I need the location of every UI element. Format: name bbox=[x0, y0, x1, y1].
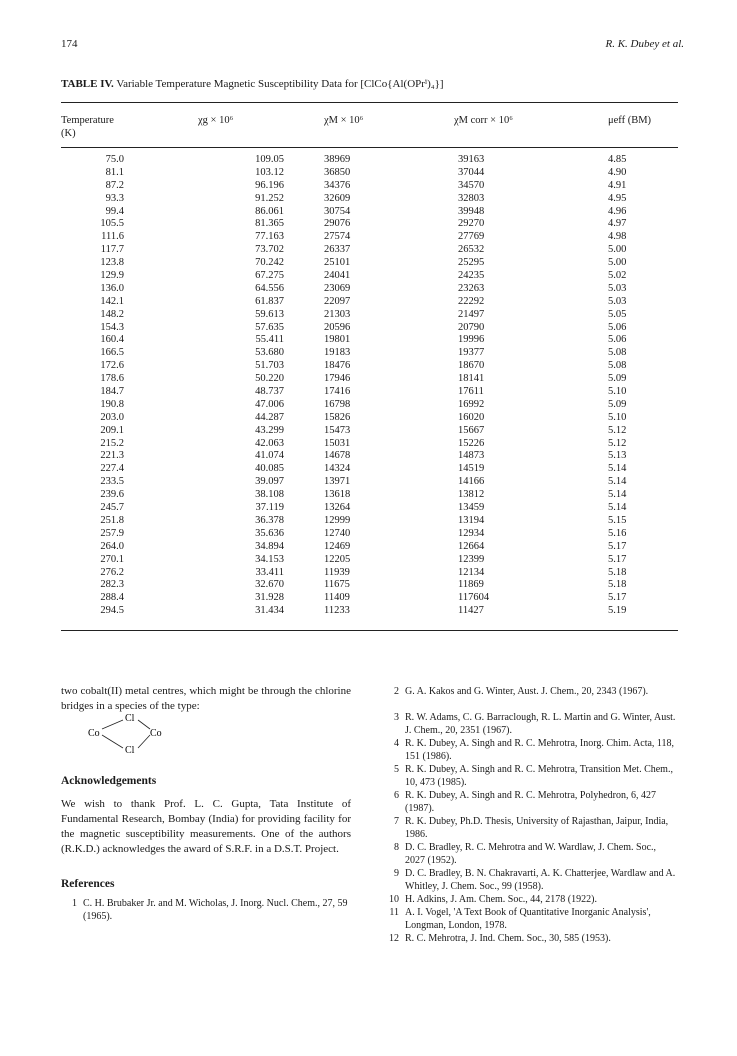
intro-paragraph: two cobalt(II) metal centres, which might be through the chlorine bridges in a species of the type: bbox=[61, 685, 351, 712]
cell-chi-m: 34376 bbox=[324, 179, 351, 191]
reference-number: 9 bbox=[394, 868, 399, 879]
table-body bbox=[61, 154, 678, 618]
cell-chi-m-corr: 19996 bbox=[458, 334, 485, 346]
table-row bbox=[61, 528, 678, 541]
reference-number: 12 bbox=[389, 933, 399, 944]
cell-chi-g: 57.635 bbox=[255, 321, 284, 333]
cell-chi-m-corr: 11427 bbox=[458, 605, 484, 617]
table-row bbox=[61, 386, 678, 399]
cell-chi-m: 13264 bbox=[324, 502, 351, 514]
cell-temperature: 105.5 bbox=[100, 218, 124, 230]
cell-chi-m-corr: 29270 bbox=[458, 218, 485, 230]
cell-chi-m-corr: 13812 bbox=[458, 489, 485, 501]
reference-text: R. K. Dubey, A. Singh and R. C. Mehrotra, Transition Met. Chem., 10, 473 (1985). bbox=[405, 764, 673, 788]
cell-chi-g: 42.063 bbox=[255, 437, 284, 449]
reference-item bbox=[61, 897, 355, 923]
cell-chi-g: 73.702 bbox=[255, 244, 284, 256]
cell-chi-g: 64.556 bbox=[255, 282, 284, 294]
col-header-chi-g: χg × 10⁶ bbox=[198, 115, 234, 126]
cell-mu-eff: 5.08 bbox=[608, 360, 627, 372]
cell-temperature: 172.6 bbox=[100, 360, 124, 372]
cell-chi-g: 86.061 bbox=[255, 205, 284, 217]
cell-temperature: 276.2 bbox=[100, 566, 124, 578]
cell-temperature: 190.8 bbox=[100, 398, 124, 410]
cell-chi-m: 15031 bbox=[324, 437, 351, 449]
reference-text: C. H. Brubaker Jr. and M. Wicholas, J. Inorg. Nucl. Chem., 27, 59 (1965). bbox=[83, 898, 348, 922]
table-row bbox=[61, 541, 678, 554]
cell-chi-m: 14324 bbox=[324, 463, 351, 475]
cell-chi-g: 31.928 bbox=[255, 592, 284, 604]
acknowledgements-heading: Acknowledgements bbox=[61, 775, 157, 787]
cell-chi-g: 47.006 bbox=[255, 398, 284, 410]
col-header-chi-m-corr: χM corr × 10⁶ bbox=[454, 115, 513, 126]
cell-mu-eff: 5.14 bbox=[608, 489, 627, 501]
cell-mu-eff: 4.85 bbox=[608, 154, 627, 165]
cell-temperature: 203.0 bbox=[100, 411, 124, 423]
page-number: 174 bbox=[61, 38, 78, 50]
cell-temperature: 288.4 bbox=[100, 592, 124, 604]
cell-mu-eff: 4.90 bbox=[608, 166, 627, 178]
reference-text: R. K. Dubey, A. Singh and R. C. Mehrotra, Polyhedron, 6, 427 (1987). bbox=[405, 790, 657, 814]
cell-mu-eff: 5.13 bbox=[608, 450, 627, 462]
reference-item bbox=[383, 867, 677, 893]
reference-number: 3 bbox=[394, 712, 399, 723]
cell-chi-g: 31.434 bbox=[255, 605, 284, 617]
cell-chi-m-corr: 27769 bbox=[458, 231, 485, 243]
reference-item bbox=[383, 789, 677, 815]
table-row bbox=[61, 579, 678, 592]
cell-chi-m-corr: 16020 bbox=[458, 411, 485, 423]
cell-mu-eff: 4.91 bbox=[608, 179, 627, 191]
cell-chi-m-corr: 15667 bbox=[458, 424, 485, 436]
cell-chi-g: 77.163 bbox=[255, 231, 284, 243]
table-row bbox=[61, 193, 678, 206]
reference-number: 6 bbox=[394, 790, 399, 801]
cell-temperature: 154.3 bbox=[100, 321, 124, 333]
table-row bbox=[61, 360, 678, 373]
cell-chi-m-corr: 20790 bbox=[458, 321, 485, 333]
cl-top-label: Cl bbox=[125, 713, 135, 724]
reference-text: G. A. Kakos and G. Winter, Aust. J. Chem., 20, 2343 (1967). bbox=[405, 686, 649, 697]
cell-chi-g: 37.119 bbox=[255, 502, 284, 514]
reference-text: H. Adkins, J. Am. Chem. Soc., 44, 2178 (1922). bbox=[405, 894, 597, 905]
reference-item bbox=[383, 711, 677, 737]
cell-temperature: 87.2 bbox=[105, 179, 124, 191]
cell-chi-m: 11409 bbox=[324, 592, 350, 604]
cell-mu-eff: 5.18 bbox=[608, 566, 627, 578]
cell-chi-m: 30754 bbox=[324, 205, 351, 217]
reference-number: 1 bbox=[72, 898, 77, 909]
cell-chi-g: 33.411 bbox=[255, 566, 284, 578]
cell-chi-g: 51.703 bbox=[255, 360, 284, 372]
cell-chi-m: 22097 bbox=[324, 295, 351, 307]
reference-number: 11 bbox=[389, 907, 399, 918]
cell-chi-m-corr: 13194 bbox=[458, 514, 485, 526]
cell-chi-m-corr: 12664 bbox=[458, 540, 485, 552]
table-row bbox=[61, 322, 678, 335]
table-row bbox=[61, 334, 678, 347]
cell-mu-eff: 5.15 bbox=[608, 514, 627, 526]
table-row bbox=[61, 296, 678, 309]
cell-chi-m-corr: 14873 bbox=[458, 450, 485, 462]
cell-mu-eff: 5.12 bbox=[608, 437, 627, 449]
cell-chi-m: 38969 bbox=[324, 154, 351, 165]
cell-chi-g: 32.670 bbox=[255, 579, 284, 591]
table-row bbox=[61, 347, 678, 360]
cell-chi-m: 21303 bbox=[324, 308, 351, 320]
cell-mu-eff: 5.06 bbox=[608, 334, 627, 346]
cell-chi-g: 34.894 bbox=[255, 540, 284, 552]
cell-chi-g: 35.636 bbox=[255, 527, 284, 539]
cell-mu-eff: 5.09 bbox=[608, 398, 627, 410]
cell-chi-m-corr: 15226 bbox=[458, 437, 485, 449]
table-row bbox=[61, 309, 678, 322]
cell-mu-eff: 5.17 bbox=[608, 592, 627, 604]
cell-mu-eff: 5.14 bbox=[608, 502, 627, 514]
cell-mu-eff: 5.10 bbox=[608, 411, 627, 423]
cell-chi-m: 18476 bbox=[324, 360, 351, 372]
reference-text: R. C. Mehrotra, J. Ind. Chem. Soc., 30, 585 (1953). bbox=[405, 933, 611, 944]
cell-chi-m: 17416 bbox=[324, 386, 351, 398]
cell-temperature: 227.4 bbox=[100, 463, 124, 475]
cell-chi-m: 32609 bbox=[324, 192, 351, 204]
cell-mu-eff: 5.17 bbox=[608, 553, 627, 565]
cell-chi-m: 14678 bbox=[324, 450, 351, 462]
cell-chi-m: 24041 bbox=[324, 270, 351, 282]
cell-chi-m-corr: 32803 bbox=[458, 192, 485, 204]
cell-temperature: 111.6 bbox=[101, 231, 124, 243]
cell-mu-eff: 5.03 bbox=[608, 282, 627, 294]
table-row bbox=[61, 412, 678, 425]
table-row bbox=[61, 567, 678, 580]
cell-chi-g: 50.220 bbox=[255, 373, 284, 385]
cell-chi-m: 16798 bbox=[324, 398, 351, 410]
cell-chi-m: 12740 bbox=[324, 527, 351, 539]
chlorine-bridge-structure bbox=[88, 712, 178, 767]
running-head: R. K. Dubey et al. bbox=[605, 38, 684, 50]
table-row bbox=[61, 399, 678, 412]
cell-mu-eff: 5.00 bbox=[608, 244, 627, 256]
cell-chi-m-corr: 11869 bbox=[458, 579, 484, 591]
reference-item bbox=[383, 763, 677, 789]
reference-number: 8 bbox=[394, 842, 399, 853]
table-row bbox=[61, 450, 678, 463]
cell-chi-m-corr: 18141 bbox=[458, 373, 485, 385]
table-row bbox=[61, 554, 678, 567]
table-row bbox=[61, 231, 678, 244]
cell-temperature: 294.5 bbox=[100, 605, 124, 617]
cell-chi-m: 23069 bbox=[324, 282, 351, 294]
cell-chi-g: 43.299 bbox=[255, 424, 284, 436]
cell-chi-g: 103.12 bbox=[255, 166, 284, 178]
cell-chi-m-corr: 26532 bbox=[458, 244, 485, 256]
bond-line bbox=[138, 735, 150, 748]
reference-text: D. C. Bradley, R. C. Mehrotra and W. Wardlaw, J. Chem. Soc., 2027 (1952). bbox=[405, 842, 657, 866]
reference-text: A. I. Vogel, 'A Text Book of Quantitative Inorganic Analysis', Longman, London, 1978. bbox=[405, 907, 651, 931]
cell-chi-m-corr: 24235 bbox=[458, 270, 485, 282]
table-row bbox=[61, 218, 678, 231]
cell-chi-m-corr: 23263 bbox=[458, 282, 485, 294]
cell-chi-m: 12205 bbox=[324, 553, 351, 565]
cell-chi-g: 96.196 bbox=[255, 179, 284, 191]
reference-item bbox=[383, 841, 677, 867]
cell-chi-m: 11233 bbox=[324, 605, 350, 617]
cell-mu-eff: 4.96 bbox=[608, 205, 627, 217]
cell-chi-g: 53.680 bbox=[255, 347, 284, 359]
co-left-label: Co bbox=[88, 728, 100, 739]
cell-temperature: 282.3 bbox=[100, 579, 124, 591]
cell-temperature: 270.1 bbox=[100, 553, 124, 565]
cell-temperature: 75.0 bbox=[105, 154, 124, 165]
cell-chi-g: 41.074 bbox=[255, 450, 284, 462]
cell-temperature: 123.8 bbox=[100, 257, 124, 269]
cell-chi-m-corr: 21497 bbox=[458, 308, 485, 320]
cell-chi-m-corr: 37044 bbox=[458, 166, 485, 178]
cell-temperature: 239.6 bbox=[100, 489, 124, 501]
table-row bbox=[61, 373, 678, 386]
table-row bbox=[61, 167, 678, 180]
reference-item bbox=[383, 906, 677, 932]
cell-mu-eff: 5.05 bbox=[608, 308, 627, 320]
cell-mu-eff: 5.00 bbox=[608, 257, 627, 269]
cell-chi-m-corr: 14166 bbox=[458, 476, 485, 488]
cell-chi-g: 40.085 bbox=[255, 463, 284, 475]
cell-temperature: 136.0 bbox=[100, 282, 124, 294]
cell-chi-m-corr: 12399 bbox=[458, 553, 485, 565]
cell-chi-g: 39.097 bbox=[255, 476, 284, 488]
cell-chi-m: 19183 bbox=[324, 347, 351, 359]
cell-chi-m-corr: 19377 bbox=[458, 347, 485, 359]
cell-chi-m-corr: 17611 bbox=[458, 386, 484, 398]
cell-temperature: 215.2 bbox=[100, 437, 124, 449]
table-row bbox=[61, 476, 678, 489]
cell-chi-m-corr: 39948 bbox=[458, 205, 485, 217]
bond-line bbox=[102, 720, 123, 729]
table-row bbox=[61, 592, 678, 605]
cell-chi-m: 17946 bbox=[324, 373, 351, 385]
cell-chi-m-corr: 39163 bbox=[458, 154, 485, 165]
cell-chi-m: 26337 bbox=[324, 244, 351, 256]
cell-temperature: 209.1 bbox=[100, 424, 124, 436]
cell-temperature: 184.7 bbox=[100, 386, 124, 398]
reference-text: D. C. Bradley, B. N. Chakravarti, A. K. Chatterjee, Wardlaw and A. Whitley, J. Chem. Soc., 99 (1958). bbox=[405, 868, 676, 892]
cell-chi-g: 61.837 bbox=[255, 295, 284, 307]
cell-chi-m: 13618 bbox=[324, 489, 351, 501]
col-header-chi-m: χM × 10⁶ bbox=[324, 115, 364, 126]
cell-mu-eff: 5.02 bbox=[608, 270, 627, 282]
cell-chi-m-corr: 18670 bbox=[458, 360, 485, 372]
cell-temperature: 257.9 bbox=[100, 527, 124, 539]
cl-bottom-label: Cl bbox=[125, 745, 135, 756]
cell-chi-m: 12469 bbox=[324, 540, 351, 552]
cell-temperature: 142.1 bbox=[100, 295, 124, 307]
table-row bbox=[61, 502, 678, 515]
table-caption: Variable Temperature Magnetic Susceptibility Data for [ClCo{Al(OPrⁱ)₄}] bbox=[116, 78, 444, 90]
cell-chi-m-corr: 12934 bbox=[458, 527, 485, 539]
table-row bbox=[61, 154, 678, 167]
cell-temperature: 166.5 bbox=[100, 347, 124, 359]
table-row bbox=[61, 244, 678, 257]
cell-temperature: 245.7 bbox=[100, 502, 124, 514]
reference-item bbox=[383, 737, 677, 763]
cell-chi-m: 27574 bbox=[324, 231, 351, 243]
cell-chi-m: 20596 bbox=[324, 321, 351, 333]
cell-mu-eff: 5.10 bbox=[608, 386, 627, 398]
cell-mu-eff: 4.95 bbox=[608, 192, 627, 204]
cell-mu-eff: 5.03 bbox=[608, 295, 627, 307]
cell-chi-m: 15473 bbox=[324, 424, 351, 436]
cell-chi-m-corr: 117604 bbox=[458, 592, 490, 604]
cell-chi-m: 25101 bbox=[324, 257, 351, 269]
cell-chi-m: 11675 bbox=[324, 579, 350, 591]
reference-number: 7 bbox=[394, 816, 399, 827]
col-header-temperature: Temperature (K) bbox=[61, 115, 114, 139]
table-row bbox=[61, 257, 678, 270]
cell-chi-m-corr: 16992 bbox=[458, 398, 485, 410]
table-title bbox=[61, 77, 444, 90]
cell-chi-g: 48.737 bbox=[255, 386, 284, 398]
reference-number: 4 bbox=[394, 738, 399, 749]
cell-chi-g: 59.613 bbox=[255, 308, 284, 320]
cell-chi-g: 67.275 bbox=[255, 270, 284, 282]
cell-chi-m-corr: 25295 bbox=[458, 257, 485, 269]
cell-mu-eff: 5.08 bbox=[608, 347, 627, 359]
cell-chi-m: 13971 bbox=[324, 476, 351, 488]
cell-mu-eff: 5.12 bbox=[608, 424, 627, 436]
table-row bbox=[61, 283, 678, 296]
cell-chi-m: 29076 bbox=[324, 218, 351, 230]
cell-chi-g: 38.108 bbox=[255, 489, 284, 501]
cell-chi-m-corr: 22292 bbox=[458, 295, 485, 307]
cell-chi-m: 36850 bbox=[324, 166, 351, 178]
reference-text: R. K. Dubey, A. Singh and R. C. Mehrotra, Inorg. Chim. Acta, 118, 151 (1986). bbox=[405, 738, 675, 762]
cell-chi-g: 34.153 bbox=[255, 553, 284, 565]
cell-temperature: 160.4 bbox=[100, 334, 124, 346]
reference-number: 5 bbox=[394, 764, 399, 775]
table-row bbox=[61, 605, 678, 618]
cell-mu-eff: 5.09 bbox=[608, 373, 627, 385]
cell-chi-m: 15826 bbox=[324, 411, 351, 423]
cell-chi-g: 44.287 bbox=[255, 411, 284, 423]
bond-line bbox=[138, 720, 150, 729]
reference-item bbox=[383, 685, 677, 711]
table-header-rule bbox=[61, 147, 678, 148]
cell-chi-m-corr: 13459 bbox=[458, 502, 485, 514]
cell-mu-eff: 5.18 bbox=[608, 579, 627, 591]
cell-mu-eff: 5.14 bbox=[608, 476, 627, 488]
cell-temperature: 99.4 bbox=[105, 205, 124, 217]
reference-item bbox=[383, 932, 677, 945]
cell-chi-m-corr: 12134 bbox=[458, 566, 485, 578]
reference-text: R. K. Dubey, Ph.D. Thesis, University of Rajasthan, Jaipur, India, 1986. bbox=[405, 816, 669, 840]
table-row bbox=[61, 425, 678, 438]
cell-mu-eff: 4.98 bbox=[608, 231, 627, 243]
cell-temperature: 233.5 bbox=[100, 476, 124, 488]
cell-temperature: 148.2 bbox=[100, 308, 124, 320]
cell-mu-eff: 4.97 bbox=[608, 218, 627, 230]
cell-chi-m: 19801 bbox=[324, 334, 351, 346]
reference-item bbox=[383, 815, 677, 841]
table-bottom-rule bbox=[61, 630, 678, 631]
cell-temperature: 221.3 bbox=[100, 450, 124, 462]
bond-line bbox=[102, 735, 123, 748]
cell-mu-eff: 5.14 bbox=[608, 463, 627, 475]
cell-chi-m-corr: 34570 bbox=[458, 179, 485, 191]
co-right-label: Co bbox=[150, 728, 162, 739]
table-label: TABLE IV. bbox=[61, 78, 114, 90]
table-top-rule bbox=[61, 102, 678, 103]
cell-temperature: 117.7 bbox=[100, 244, 124, 256]
cell-temperature: 81.1 bbox=[105, 166, 124, 178]
cell-mu-eff: 5.16 bbox=[608, 527, 627, 539]
cell-chi-g: 109.05 bbox=[255, 154, 284, 165]
cell-temperature: 129.9 bbox=[100, 270, 124, 282]
cell-mu-eff: 5.19 bbox=[608, 605, 627, 617]
cell-temperature: 251.8 bbox=[100, 514, 124, 526]
cell-chi-g: 55.411 bbox=[255, 334, 284, 346]
cell-mu-eff: 5.06 bbox=[608, 321, 627, 333]
table-row bbox=[61, 270, 678, 283]
cell-chi-m-corr: 14519 bbox=[458, 463, 485, 475]
reference-text: R. W. Adams, C. G. Barraclough, R. L. Martin and G. Winter, Aust. J. Chem., 20, 2351 (1967). bbox=[405, 712, 676, 736]
cell-chi-g: 81.365 bbox=[255, 218, 284, 230]
table-row bbox=[61, 489, 678, 502]
table-row bbox=[61, 180, 678, 193]
cell-chi-g: 36.378 bbox=[255, 514, 284, 526]
references-heading: References bbox=[61, 878, 115, 890]
col-header-mu-eff: μeff (BM) bbox=[608, 115, 652, 126]
table-row bbox=[61, 206, 678, 219]
cell-temperature: 264.0 bbox=[100, 540, 124, 552]
cell-temperature: 93.3 bbox=[105, 192, 124, 204]
cell-chi-g: 70.242 bbox=[255, 257, 284, 269]
cell-chi-g: 91.252 bbox=[255, 192, 284, 204]
reference-number: 2 bbox=[394, 686, 399, 697]
reference-item bbox=[383, 893, 677, 906]
cell-mu-eff: 5.17 bbox=[608, 540, 627, 552]
table-row bbox=[61, 463, 678, 476]
cell-chi-m: 12999 bbox=[324, 514, 351, 526]
bridge-diagram bbox=[88, 712, 178, 762]
acknowledgements-text: We wish to thank Prof. L. C. Gupta, Tata Institute of Fundamental Research, Bombay (India) for providing facility for the magnetic susceptibility measurements. One of the authors (R.K.D.) acknowledges the award of S.R.F. in a D.S.T. Project. bbox=[61, 798, 351, 855]
table-row bbox=[61, 515, 678, 528]
reference-number: 10 bbox=[389, 894, 399, 905]
table-row bbox=[61, 438, 678, 451]
cell-temperature: 178.6 bbox=[100, 373, 124, 385]
cell-chi-m: 11939 bbox=[324, 566, 350, 578]
